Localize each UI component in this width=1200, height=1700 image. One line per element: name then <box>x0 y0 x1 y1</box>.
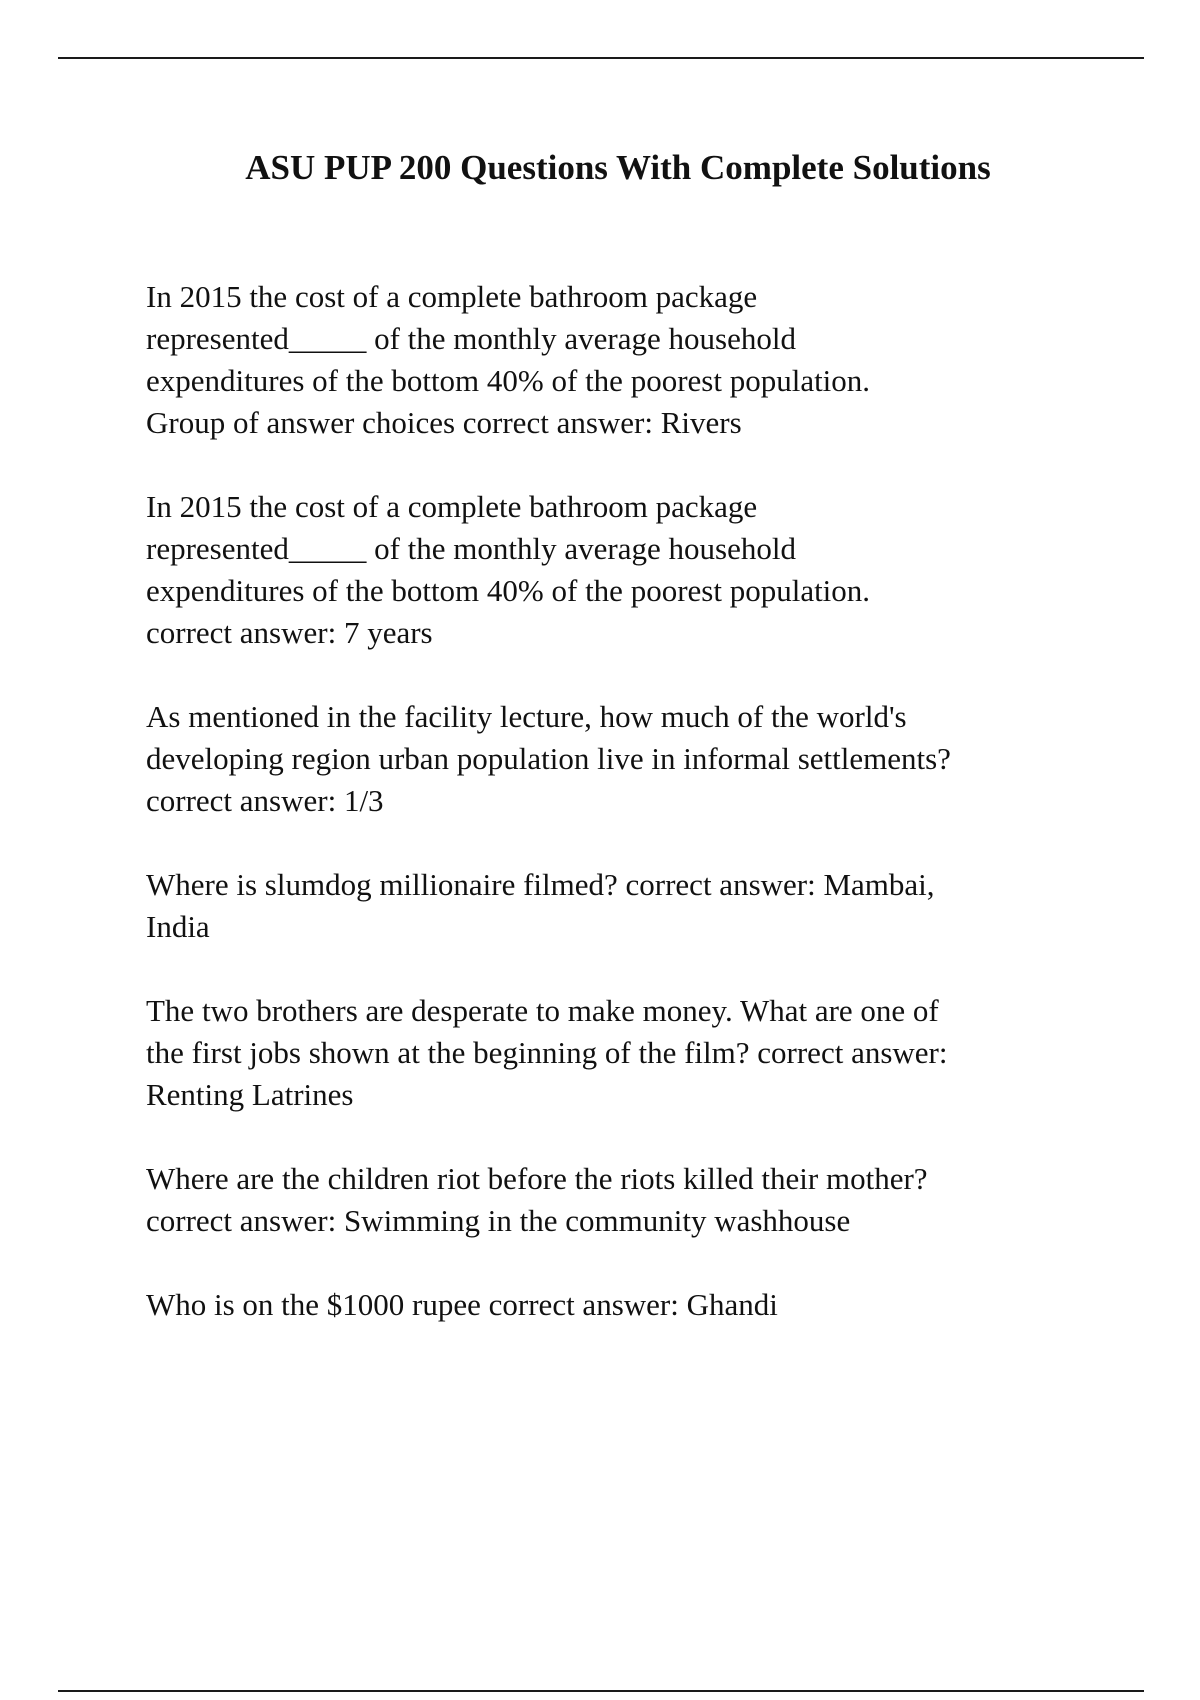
document-title: ASU PUP 200 Questions With Complete Solutions <box>245 148 991 187</box>
bottom-divider <box>58 1690 1144 1692</box>
qa-item: In 2015 the cost of a complete bathroom package represented_____ of the monthly average household expenditures of the bottom 40% of the poorest population. Group of answer choices correct answer: Rivers <box>146 279 871 440</box>
qa-item: In 2015 the cost of a complete bathroom package represented_____ of the monthly average household expenditures of the bottom 40% of the poorest population. correct answer: 7 years <box>146 489 871 650</box>
qa-list <box>146 276 1146 1368</box>
qa-item: Where are the children riot before the riots killed their mother? correct answer: Swimming in the community washhouse <box>146 1161 928 1238</box>
qa-item: Who is on the $1000 rupee correct answer: Ghandi <box>146 1287 778 1322</box>
qa-item: As mentioned in the facility lecture, how much of the world's developing region urban population live in informal settlements? correct answer: 1/3 <box>146 699 951 818</box>
top-divider <box>58 57 1144 59</box>
qa-item: Where is slumdog millionaire filmed? correct answer: Mambai, India <box>146 867 935 944</box>
qa-item: The two brothers are desperate to make money. What are one of the first jobs shown at the beginning of the film? correct answer: Renting Latrines <box>146 993 948 1112</box>
